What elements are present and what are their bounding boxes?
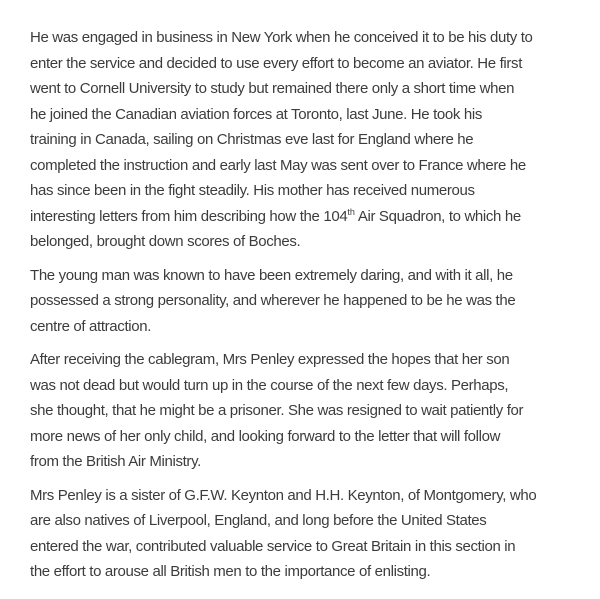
text-line: she thought, that he might be a prisoner. She was resigned to wait patiently for: [30, 402, 524, 419]
text-line: The young man was known to have been extremely daring, and with it all, he: [30, 266, 513, 284]
text-line: more news of her only child, and looking forward to the letter that will follow: [30, 427, 501, 445]
text-line: entered the war, contributed valuable service to Great Britain in this section in: [30, 537, 516, 555]
text-line: enter the service and decided to use every effort to become an aviator. He first: [30, 54, 523, 72]
text-line: are also natives of Liverpool, England, and long before the United States: [30, 512, 487, 529]
text-segment: interesting letters from him describing how the 104: [30, 207, 348, 225]
paragraph-4: [30, 483, 580, 585]
paragraph-3: [30, 347, 580, 475]
text-segment: Air Squadron, to which he: [354, 207, 521, 225]
text-line: has since been in the fight steadily. His mother has received numerous: [30, 182, 475, 199]
paragraph-1: [30, 25, 580, 255]
paragraph-2: [30, 263, 580, 340]
text-line-with-superscript: [30, 204, 580, 230]
text-line: he joined the Canadian aviation forces at Toronto, last June. He took his: [30, 105, 482, 123]
text-line: completed the instruction and early last May was sent over to France where he: [30, 156, 526, 174]
text-line: went to Cornell University to study but remained there only a short time when: [30, 80, 515, 97]
text-line: possessed a strong personality, and wherever he happened to be he was the: [30, 292, 516, 309]
text-line: was not dead but would turn up in the course of the next few days. Perhaps,: [30, 376, 509, 394]
text-line: centre of attraction.: [30, 317, 152, 335]
text-line: the effort to arouse all British men to the importance of enlisting.: [30, 563, 431, 580]
ordinal-superscript: th: [347, 206, 355, 217]
text-line: belonged, brought down scores of Boches.: [30, 233, 301, 250]
text-line: training in Canada, sailing on Christmas eve last for England where he: [30, 131, 474, 148]
text-line: from the British Air Ministry.: [30, 453, 201, 470]
text-line: He was engaged in business in New York when he conceived it to be his duty to: [30, 29, 533, 46]
text-line: Mrs Penley is a sister of G.F.W. Keynton and H.H. Keynton, of Montgomery, who: [30, 486, 537, 504]
text-line: After receiving the cablegram, Mrs Penley expressed the hopes that her son: [30, 351, 510, 368]
